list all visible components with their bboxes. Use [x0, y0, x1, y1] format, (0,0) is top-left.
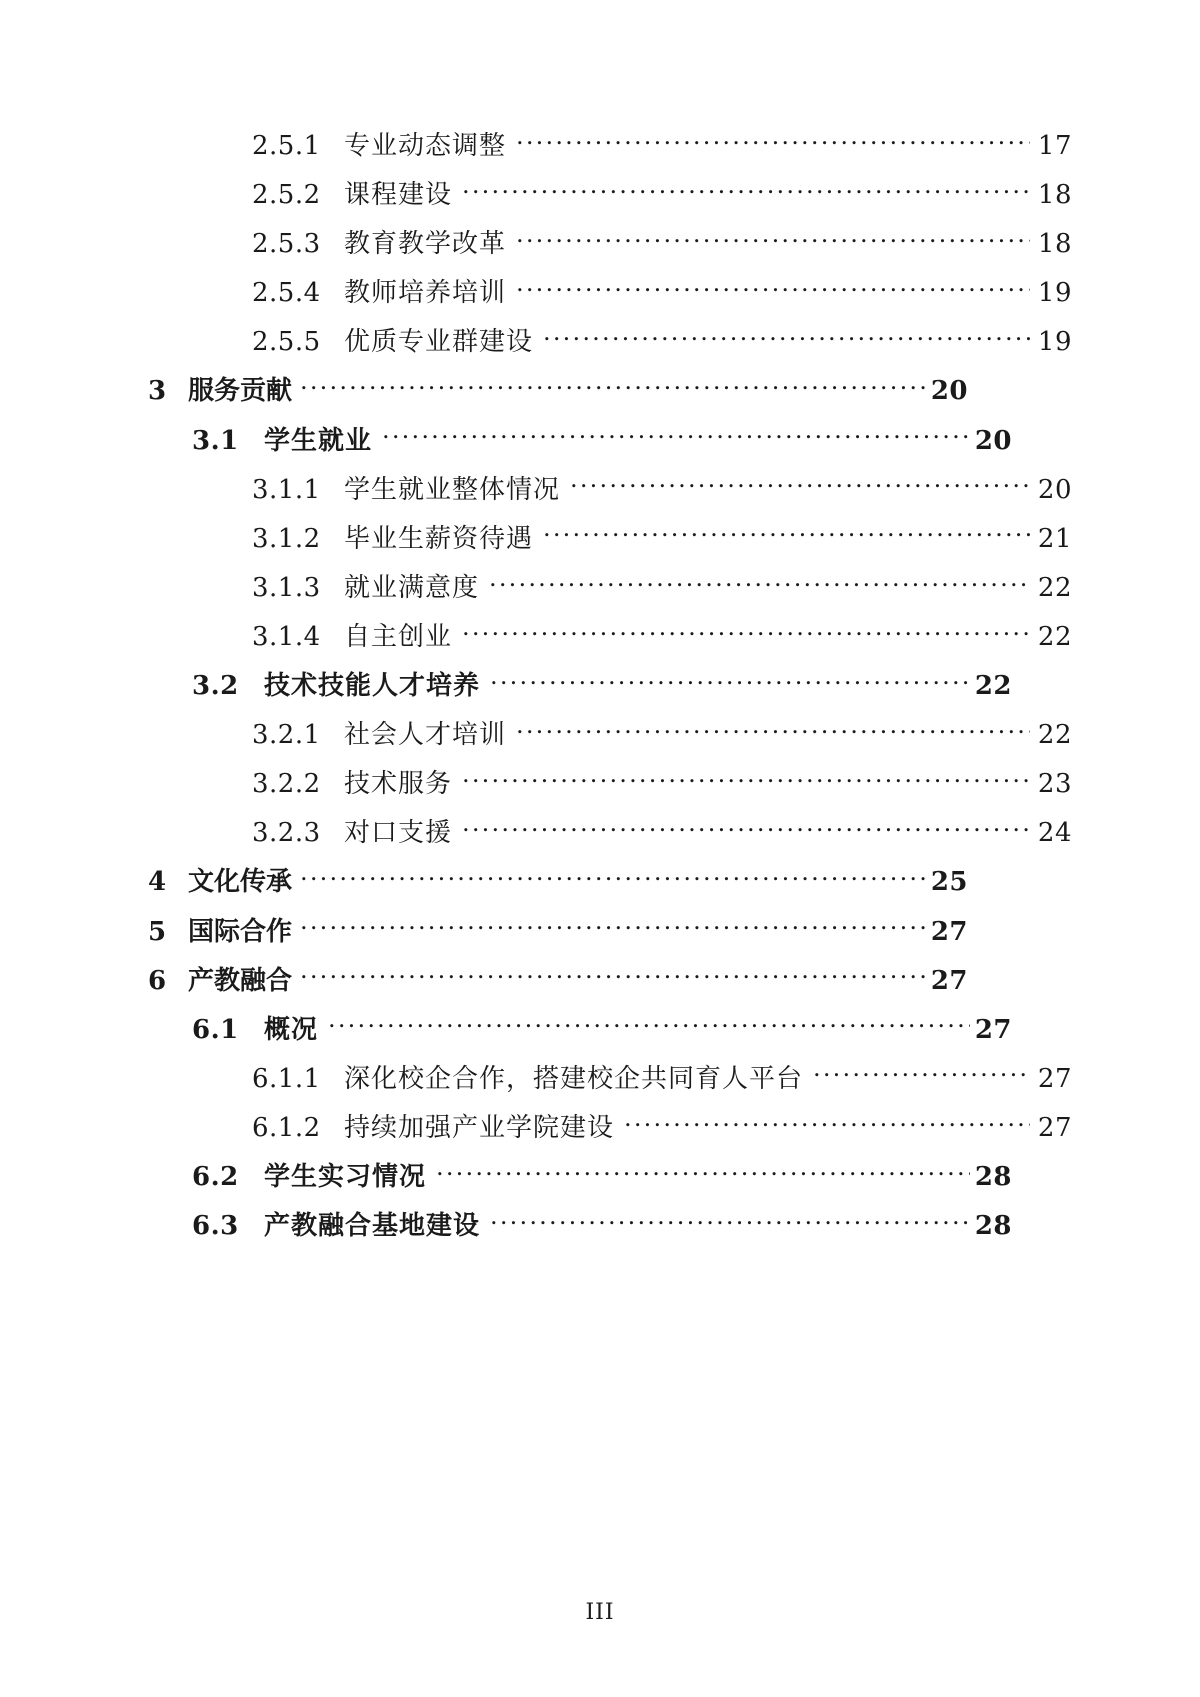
toc-leader-dots: [516, 717, 1030, 743]
toc-entry-title: 教师培养培训: [344, 278, 507, 309]
toc-entry-number: 6.2: [192, 1161, 239, 1192]
toc-leader-dots: [813, 1061, 1030, 1087]
toc-leader-dots: [516, 275, 1030, 301]
toc-leader-dots: [300, 864, 926, 890]
toc-entry-page: 27: [1037, 1063, 1072, 1094]
toc-entry-page: 22: [974, 671, 1012, 702]
toc-leader-dots: [462, 619, 1030, 645]
toc-leader-dots: [490, 668, 970, 694]
toc-entry-number: 3.2: [192, 671, 239, 702]
toc-leader-dots: [516, 226, 1030, 252]
toc-entry[interactable]: [148, 1061, 1072, 1097]
toc-entry-number: 2.5.4: [252, 278, 321, 309]
toc-leader-dots: [516, 128, 1030, 154]
toc-entry[interactable]: [148, 668, 1012, 704]
toc-entry-title: 服务贡献: [188, 376, 293, 407]
toc-leader-dots: [462, 766, 1030, 792]
toc-entry-title: 概况: [264, 1014, 319, 1045]
toc-entry[interactable]: [148, 1208, 1012, 1244]
toc-entry-page: 27: [930, 916, 968, 947]
toc-entry[interactable]: [148, 373, 968, 409]
toc-leader-dots: [382, 423, 970, 449]
toc-entry-title: 持续加强产业学院建设: [344, 1112, 615, 1143]
toc-entry-title: 产教融合: [188, 965, 293, 996]
toc-entry-title: 专业动态调整: [344, 131, 507, 161]
page-number: III: [585, 1600, 615, 1625]
toc-entry-page: 27: [974, 1014, 1012, 1045]
toc-entry-page: 20: [930, 376, 968, 407]
toc-entry-title: 就业满意度: [344, 572, 480, 603]
table-of-contents: [148, 128, 1072, 1257]
toc-entry[interactable]: [148, 226, 1072, 262]
toc-entry-page: 27: [1037, 1112, 1072, 1143]
toc-entry-number: 2.5.1: [252, 131, 321, 161]
toc-entry[interactable]: [148, 815, 1072, 851]
toc-entry-title: 自主创业: [344, 621, 453, 652]
toc-entry-title: 优质专业群建设: [344, 327, 534, 358]
toc-entry-title: 毕业生薪资待遇: [344, 523, 534, 554]
toc-entry[interactable]: [148, 963, 968, 999]
toc-entry[interactable]: [148, 1110, 1072, 1146]
toc-entry[interactable]: [148, 177, 1072, 213]
toc-entry[interactable]: [148, 521, 1072, 557]
toc-entry[interactable]: [148, 275, 1072, 311]
toc-leader-dots: [543, 521, 1030, 547]
toc-entry[interactable]: [148, 1159, 1012, 1195]
toc-entry-title: 社会人才培训: [344, 720, 507, 751]
toc-entry-number: 3.1.1: [252, 474, 321, 505]
toc-entry-title: 学生实习情况: [264, 1161, 427, 1192]
toc-entry-title: 产教融合基地建设: [264, 1211, 481, 1242]
toc-entry-page: 19: [1037, 278, 1072, 309]
toc-entry[interactable]: [148, 864, 968, 900]
toc-entry[interactable]: [148, 423, 1012, 459]
toc-entry[interactable]: [148, 914, 968, 950]
toc-entry-page: 22: [1037, 720, 1072, 751]
toc-entry-number: 3.1.4: [252, 621, 321, 652]
toc-entry-page: 21: [1037, 523, 1072, 554]
toc-entry-page: 19: [1037, 327, 1072, 358]
toc-entry-number: 3.1: [192, 425, 239, 456]
toc-entry-page: 25: [930, 867, 968, 898]
toc-entry[interactable]: [148, 717, 1072, 753]
toc-entry-number: 3.1.3: [252, 572, 321, 603]
toc-entry-number: 3.2.3: [252, 818, 321, 849]
toc-entry-title: 文化传承: [188, 867, 293, 898]
toc-leader-dots: [490, 1208, 970, 1234]
toc-entry-number: 2.5.2: [252, 180, 321, 211]
toc-entry-number: 3.2.1: [252, 720, 321, 751]
toc-leader-dots: [462, 177, 1030, 203]
toc-entry-page: 28: [974, 1211, 1012, 1242]
toc-entry-number: 3.2.2: [252, 769, 321, 800]
toc-leader-dots: [436, 1159, 970, 1185]
toc-leader-dots: [328, 1012, 970, 1038]
toc-entry-number: 6: [148, 965, 167, 996]
toc-entry-page: 20: [974, 425, 1012, 456]
toc-entry-number: 6.3: [192, 1211, 239, 1242]
toc-entry-number: 3: [148, 376, 167, 407]
toc-entry-number: 6.1.2: [252, 1112, 321, 1143]
toc-entry-page: 24: [1037, 818, 1072, 849]
toc-leader-dots: [300, 373, 926, 399]
toc-entry-title: 学生就业: [264, 425, 373, 456]
toc-leader-dots: [570, 472, 1030, 498]
toc-entry-page: 22: [1037, 621, 1072, 652]
toc-entry-title: 国际合作: [188, 916, 293, 947]
toc-entry-page: 20: [1037, 474, 1072, 505]
toc-entry-page: 28: [974, 1161, 1012, 1192]
toc-entry-title: 教育教学改革: [344, 229, 507, 260]
toc-entry-page: 22: [1037, 572, 1072, 603]
toc-entry-number: 5: [148, 916, 167, 947]
toc-leader-dots: [543, 324, 1030, 350]
toc-entry[interactable]: [148, 472, 1072, 508]
toc-entry-number: 6.1: [192, 1014, 239, 1045]
toc-entry[interactable]: [148, 128, 1072, 164]
toc-entry[interactable]: [148, 1012, 1012, 1048]
toc-entry-page: 27: [930, 965, 968, 996]
toc-entry[interactable]: [148, 619, 1072, 655]
toc-entry-title: 技术技能人才培养: [264, 671, 481, 702]
toc-leader-dots: [300, 963, 926, 989]
toc-entry[interactable]: [148, 766, 1072, 802]
toc-entry-page: 18: [1037, 180, 1072, 211]
toc-entry-title: 深化校企合作，搭建校企共同育人平台: [344, 1063, 804, 1094]
toc-entry-page: 17: [1037, 131, 1072, 161]
toc-entry-title: 对口支援: [344, 818, 453, 849]
toc-entry[interactable]: [148, 570, 1072, 606]
toc-entry-number: 6.1.1: [252, 1063, 321, 1094]
toc-entry-number: 4: [148, 867, 167, 898]
toc-leader-dots: [462, 815, 1030, 841]
toc-entry-number: 2.5.3: [252, 229, 321, 260]
toc-leader-dots: [489, 570, 1030, 596]
toc-entry-page: 18: [1037, 229, 1072, 260]
toc-leader-dots: [300, 914, 926, 940]
toc-leader-dots: [624, 1110, 1030, 1136]
toc-entry-number: 2.5.5: [252, 327, 321, 358]
toc-entry-title: 技术服务: [344, 769, 453, 800]
toc-entry-title: 学生就业整体情况: [344, 474, 561, 505]
toc-entry-title: 课程建设: [344, 180, 453, 211]
toc-entry-page: 23: [1037, 769, 1072, 800]
toc-entry-number: 3.1.2: [252, 523, 321, 554]
toc-entry[interactable]: [148, 324, 1072, 360]
